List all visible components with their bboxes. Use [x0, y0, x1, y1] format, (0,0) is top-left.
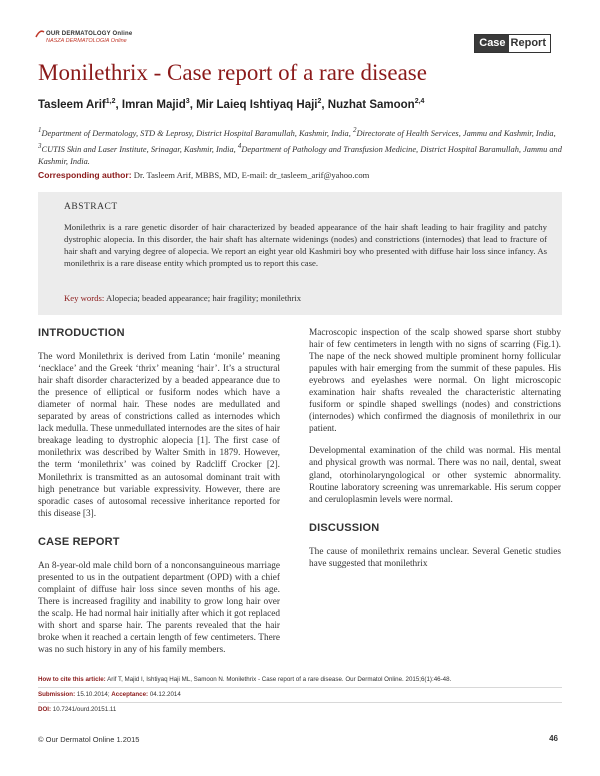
cite-label: How to cite this article: — [38, 676, 106, 683]
section-heading-introduction: INTRODUCTION — [38, 327, 125, 339]
affiliation-4: Department of Pathology and Transfusion Medicine, District Hospital Baramullah, Jammu and Kashmir, India. — [38, 144, 562, 166]
keywords-label: Key words: — [64, 293, 105, 303]
author-affil-sup: 2,4 — [414, 98, 425, 105]
footer-copyright: © Our Dermatol Online 1.2015 — [38, 735, 140, 744]
author-name: Tasleem Arif — [38, 98, 106, 111]
acceptance-date: 04.12.2014 — [149, 691, 181, 698]
journal-logo — [35, 31, 135, 51]
author-affil-sup: 2 — [317, 98, 322, 105]
author-affil-sup: 1,2 — [105, 98, 116, 105]
paragraph: The cause of monilethrix remains unclear. Several Genetic studies have suggested that monilethrix — [309, 546, 561, 569]
author-name: Imran Majid — [121, 98, 186, 111]
cite-text: Arif T, Majid I, Ishtiyaq Haji ML, Samoon N. Monilethrix - Case report of a rare disease. Our Dermatol Online. 2015;6(1):46-48. — [107, 676, 452, 683]
paragraph: The word Monilethrix is derived from Latin ‘monile’ meaning ‘necklace’ and the Greek ‘thrix’ meaning ‘hair’. It’s a structural hair shaft disorder characterized by a beaded appearance due to the presence of elliptical or fusiform nodes which have a diameter of normal hair. These nodes are medullated and separated by areas of constrictions called as internodes which lack medulla. These unmedullated internodes are the sites of hair breakage leading to dystrophic alopecia [1]. The first case of monilethrix was described by Walter Smith in 1879. However, the term ‘monilethrix’ was coined by Radcliff Crocker [2]. Monilethrix is transmitted as an autosomal dominant trait with high penetrance but variable expressivity. However, there are sporadic cases of autosomal recessive inheritance reported for this disease [3]. — [38, 352, 280, 519]
badge-report: Report — [509, 35, 550, 52]
article-type-badge — [474, 34, 551, 53]
page-number: 46 — [549, 734, 558, 743]
submission-date: 15.10.2014; — [76, 691, 110, 698]
corresponding-text: Dr. Tasleem Arif, MBBS, MD, E-mail: dr_tasleem_arif@yahoo.com — [133, 170, 370, 180]
affiliation-3: CUTIS Skin and Laser Institute, Srinagar, Kashmir, India, — [41, 144, 236, 154]
author-name: Nuzhat Samoon — [327, 98, 415, 111]
citation-block — [38, 674, 562, 716]
author-affil-sup: 3 — [185, 98, 190, 105]
corresponding-label: Corresponding author: — [38, 170, 132, 180]
logo-line-1: OUR DERMATOLOGY Online — [46, 31, 133, 37]
logo-swoosh-icon — [35, 29, 45, 39]
author-list: Tasleem Arif$^{1,2}$, Imran Majid$^3$, Mir Laieq Ishtiyaq Haji$^2$, Nuzhat Samoon$^{2,4}$ — [38, 98, 425, 111]
badge-case: Case — [475, 35, 508, 52]
article-title: Monilethrix - Case report of a rare disease — [38, 60, 427, 85]
acceptance-label: Acceptance: — [111, 691, 149, 698]
affiliation-2: Directorate of Health Services, Jammu and Kashmir, India, — [356, 128, 556, 138]
author-name: Mir Laieq Ishtiyaq Haji — [196, 98, 318, 111]
submission-label: Submission: — [38, 691, 76, 698]
affiliation-1: Department of Dermatology, STD & Leprosy, District Hospital Baramullah, Kashmir, India, — [41, 128, 351, 138]
paragraph: Developmental examination of the child was normal. His mental and physical growth was normal. There was no nail, dental, sweat gland, otorhinolaryngological or other systemic abnormality. Routine laboratory screening was unremarkable. His serum copper and ceruloplasmin levels were normal. — [309, 446, 561, 505]
body-column-left — [38, 327, 280, 656]
doi-label: DOI: — [38, 706, 52, 713]
keywords-text: Alopecia; beaded appearance; hair fragility; monilethrix — [106, 293, 302, 303]
affiliations: $^1$Department of Dermatology, STD & Leprosy, District Hospital Baramullah, Kashmir, India, $^2$Directorate of Health Services, Jammu and Kashmir, India, $^3$CUTIS Skin and Laser Institute, Srinagar, Kashmir, India, $^4$Department of Pathology and Transfusion Medicine, District Hospital Baramullah, Jammu and Kashmir, India. — [38, 126, 562, 166]
abstract-text: Monilethrix is a rare genetic disorder of hair characterized by beaded appearance of the hair shaft leading to hair fragility and patchy dystrophic alopecia. In this disorder, the hair shaft has alternate widenings (nodes) and constrictions (internodes) that lead to fracture of hair shaft and varying degree of alopecia. We report an eight year old Kashmiri boy who presented with diffuse hair loss since infancy. As monilethrix is a rare disease entity which prompted us to report this case. — [64, 222, 547, 268]
abstract-box — [38, 192, 562, 315]
section-heading-case-report: CASE REPORT — [38, 535, 120, 548]
section-heading-discussion: DISCUSSION — [309, 521, 380, 534]
keywords — [64, 293, 301, 303]
logo-line-2: NASZA DERMATOLOGIA Online — [46, 38, 127, 44]
doi-link[interactable]: 10.7241/ourd.20151.11 — [52, 706, 117, 713]
corresponding-author — [38, 170, 563, 180]
body-column-right — [309, 327, 561, 580]
paragraph: Macroscopic inspection of the scalp showed sparse short stubby hair of few centimeters in length with no signs of scarring (Fig.1). The nape of the neck showed multiple prominent horny follicular papules with hair emerging from the summit of these papules. His eyebrows and eyelashes were normal. On light microscopic examination hair shafts revealed the characteristic alternating fusiform or spindle shaped swellings (nodes) and constrictions (internodes) which confirmed the diagnosis of monilethrix in our patient. — [309, 328, 561, 435]
paragraph: An 8-year-old male child born of a nonconsanguineous marriage presented to us in the outpatient department (OPD) with a chief complaint of diffuse hair loss since seven months of his age. There is increased fragility and inability to grow long hair over the scalp. He had normal hair initially after which it got replaced with short and sparse hair. The parents revealed that the hair broke when it reached a certain length of few centimeters. There was no such history in any of his family members. — [38, 560, 280, 656]
abstract-heading: ABSTRACT — [64, 202, 118, 212]
